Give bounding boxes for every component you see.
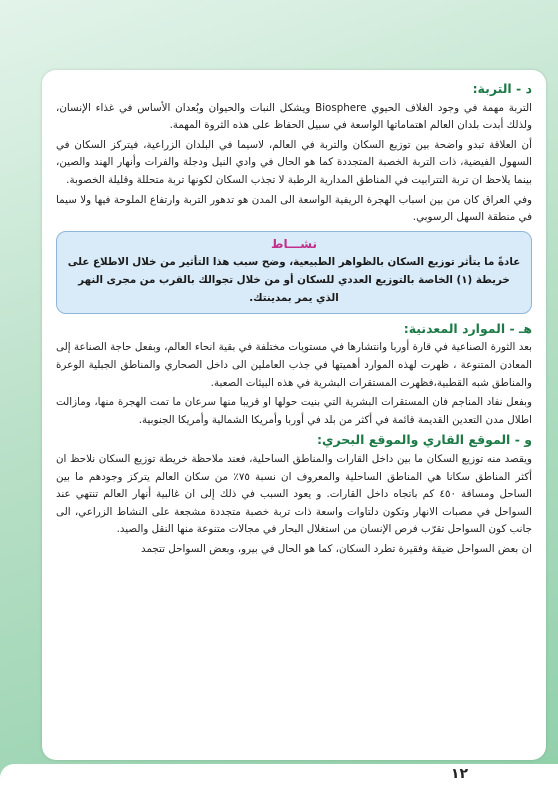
document-page: [42, 70, 546, 760]
section-heading-minerals: هـ - الموارد المعدنية:: [403, 320, 532, 336]
page-number: ١٢: [450, 766, 468, 782]
paragraph: التربة مهمة في وجود الغلاف الحيوي Biosphere ويشكل النبات والحيوان وبُعدان الأساس في غذاء الإنسان، ولذلك أبدت بلدان العالم اهتماماتها الواسعة في سبيل الحفاظ على هذه الثروة المهمة.: [56, 101, 532, 132]
section-heading-soil: د - التربة:: [472, 81, 532, 96]
section-heading-location: و - الموقع القاري والموقع البحري:: [317, 432, 532, 448]
activity-title: نشـــاط: [271, 236, 317, 251]
footer-bar: [0, 764, 558, 800]
paragraph: وبفعل نفاد المناجم فان المستقرات البشرية التي بنيت حولها او قريبا منها سرعان ما تمت الهجرة منها، ومازالت اطلال مدن التعدين القديمة قائمة في أكثر من بلد في أوربا وأمريكا الشمالية وأمريكا الجنوبية.: [56, 396, 532, 426]
activity-box: [56, 231, 532, 314]
paragraph: ان بعض السواحل ضيقة وفقيرة تطرد السكان، كما هو الحال في بيرو، وبعض السواحل تتجمد: [141, 542, 532, 555]
activity-text: عادةً ما يتأثر توزيع السكان بالظواهر الطبيعية، وضح سبب هذا التأثير من خلال الاطلاع على خريطة (١) الخاصة بالتوزيع العددي للسكان أو من خلال تجوالك بالقرب من مجرى النهر الذي يمر بمدينتك.: [67, 255, 521, 304]
paragraph: وفي العراق كان من بين اسباب الهجرة الريفية الواسعة الى المدن هو تدهور التربة وارتفاع الملوحة فيها ولا سيما في منطقة السهل الرسوبي.: [56, 193, 532, 224]
paragraph: أن العلاقة تبدو واضحة بين توزيع السكان والتربة في العالم، لاسيما في البلدان الزراعية، فيتركز السكان في السهول الفيضية، ذات التربة الخصبة المتجددة كما هو الحال في وادي النيل ودجلة والفرات وأنهار الهند والصين، بينما يلاحظ ان تربة التترابيت في المناطق المدارية الرطبة لا تجذب السكان لكونها تربة متحللة وقليلة الخصوبة.: [56, 138, 532, 186]
paragraph: ويقصد منه توزيع السكان ما بين داخل القارات والمناطق الساحلية، فعند ملاحظة خريطة توزيع السكان نلاحظ ان أكثر المناطق سكانا هي المناطق الساحلية والمعروف ان نسبة ٧٥٪ من سكان العالم يتركز وجودهم ما بين الساحل ومسافة ٤٥٠ كم باتجاه داخل القارات. و يعود السبب في ذلك إلى ان غالبية أنهار العالم تنتهي عند السواحل في مصبات الانهار وتكون دلتاوات واسعة ذات تربة خصبة متجددة مشجعة على النشاط الزراعي، الى جانب كون السواحل تقرّب فرص الإنسان من استغلال البحار في مجالات متنوعة منها النقل والصيد.: [56, 452, 532, 536]
paragraph: بعد الثورة الصناعية في قارة أوربا وانتشارها في مستويات مختلفة في بقية انحاء العالم، وبفعل حاجة الصناعة إلى المعادن المتنوعة ، ظهرت لهذه الموارد أهميتها في جذب العاملين الى داخل الصحاري والمناطق الجبلية الوعرة والمناطق شبه القطبية،فظهرت المستقرات البشرية في هذه البيئات الصعبة.: [56, 341, 532, 389]
document-body: [42, 70, 546, 558]
